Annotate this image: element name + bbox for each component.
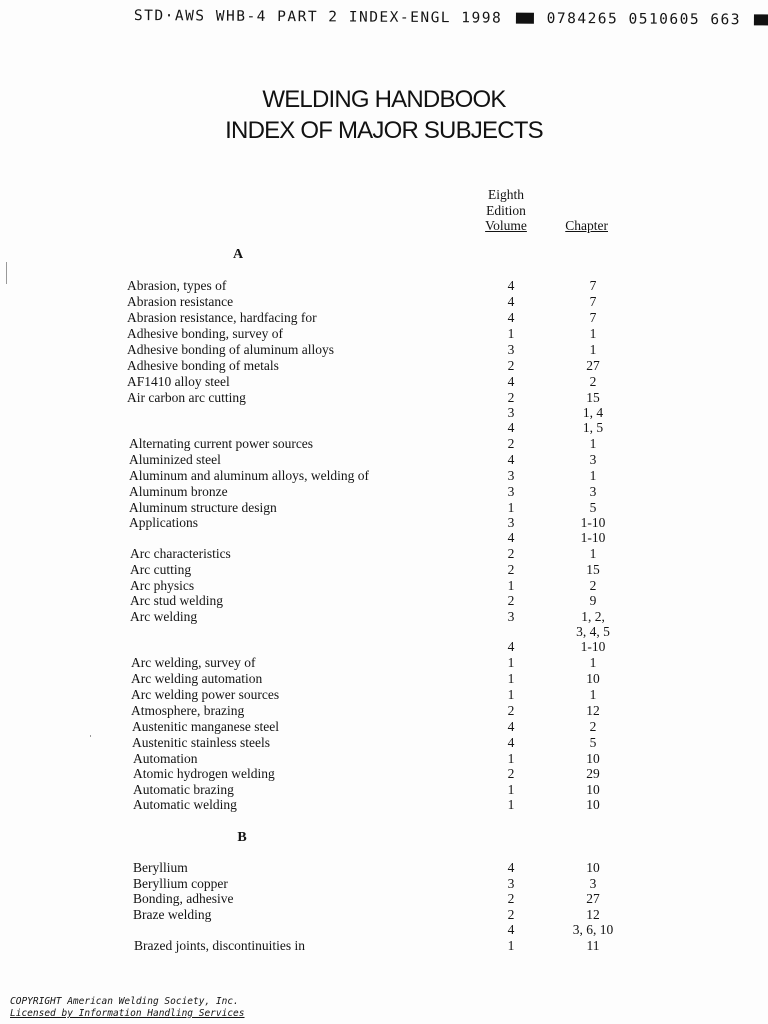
volume-number: 4 <box>507 278 515 293</box>
chapter-number: 27 <box>586 891 600 906</box>
volume-number: 3 <box>507 484 515 499</box>
index-row <box>0 436 768 452</box>
chapter-number: 5 <box>589 735 597 750</box>
volume-number: 4 <box>507 530 515 545</box>
subject-text: Aluminum bronze <box>129 484 228 499</box>
chapter-number: 1, 4 <box>582 405 604 420</box>
index-row <box>0 609 768 625</box>
subject-text: Austenitic manganese steel <box>132 719 279 734</box>
volume-header-line: Volume <box>485 218 527 233</box>
subject-text: Automation <box>133 751 198 766</box>
chapter-number: 5 <box>589 500 597 515</box>
chapter-number: 1, 2, <box>581 609 605 624</box>
index-row <box>0 546 768 562</box>
index-row <box>0 891 768 907</box>
volume-number: 2 <box>507 593 515 608</box>
volume-number: 1 <box>507 326 515 341</box>
chapter-number: 1 <box>589 326 597 341</box>
subject-text: AF1410 alloy steel <box>127 374 230 389</box>
index-row <box>0 342 768 358</box>
chapter-number: 7 <box>589 278 597 293</box>
license-line: Licensed by Information Handling Services <box>10 1008 245 1019</box>
index-row <box>0 751 768 767</box>
subject-text: Arc welding power sources <box>131 687 280 702</box>
chapter-number: 1-10 <box>580 639 606 654</box>
chapter-number: 1 <box>589 655 597 670</box>
index-row <box>0 766 768 782</box>
index-row <box>0 639 768 655</box>
section-letter: B <box>237 830 247 845</box>
index-row <box>0 358 768 374</box>
volume-number: 2 <box>507 907 515 922</box>
chapter-number: 1 <box>589 546 597 561</box>
index-row <box>0 593 768 609</box>
volume-number: 2 <box>507 390 515 405</box>
index-row <box>0 671 768 687</box>
chapter-number: 1 <box>589 687 597 702</box>
volume-number: 4 <box>507 735 515 750</box>
index-row <box>0 500 768 516</box>
index-row <box>0 782 768 798</box>
volume-number: 4 <box>507 294 515 309</box>
subject-text: Austenitic stainless steels <box>132 735 270 750</box>
redaction-bar <box>754 14 768 25</box>
copyright-footer <box>10 996 245 1020</box>
index-row <box>0 420 768 436</box>
chapter-number: 10 <box>586 671 600 686</box>
chapter-number: 11 <box>586 938 600 953</box>
page-subtitle: INDEX OF MAJOR SUBJECTS <box>225 117 543 144</box>
chapter-number: 12 <box>586 907 600 922</box>
index-row <box>0 876 768 892</box>
chapter-number: 1 <box>589 468 597 483</box>
subject-text: Aluminum structure design <box>129 500 277 515</box>
index-row <box>0 907 768 923</box>
volume-number: 2 <box>507 703 515 718</box>
index-row <box>0 719 768 735</box>
index-row <box>0 294 768 310</box>
volume-number: 3 <box>507 515 515 530</box>
volume-number: 1 <box>507 500 515 515</box>
volume-number: 4 <box>507 374 515 389</box>
volume-number: 2 <box>507 766 515 781</box>
subject-text: Arc welding <box>130 609 198 624</box>
subject-text: Automatic brazing <box>133 782 234 797</box>
subject-text: Abrasion resistance, hardfacing for <box>127 310 317 325</box>
chapter-number: 3 <box>589 876 597 891</box>
chapter-number: 3 <box>589 484 597 499</box>
subject-text: Adhesive bonding, survey of <box>127 326 283 341</box>
subject-text: Arc characteristics <box>130 546 231 561</box>
chapter-number: 1-10 <box>580 515 606 530</box>
page-title: WELDING HANDBOOK <box>262 86 506 113</box>
volume-column-header <box>476 187 536 234</box>
volume-number: 4 <box>507 310 515 325</box>
chapter-number: 10 <box>586 860 600 875</box>
subject-text: Aluminized steel <box>129 452 221 467</box>
volume-header-line: Eighth <box>488 187 524 202</box>
index-row <box>0 703 768 719</box>
chapter-number: 27 <box>586 358 600 373</box>
index-row <box>0 922 768 938</box>
subject-text: Adhesive bonding of aluminum alloys <box>127 342 334 357</box>
subject-text: Applications <box>129 515 198 530</box>
chapter-number: 1, 5 <box>582 420 604 435</box>
volume-number: 3 <box>507 405 515 420</box>
volume-number: 3 <box>507 342 515 357</box>
volume-number: 1 <box>507 655 515 670</box>
header-standard-id: STD·AWS WHB-4 PART 2 INDEX-ENGL 1998 <box>133 8 503 27</box>
chapter-number: 29 <box>586 766 600 781</box>
subject-text: Alternating current power sources <box>129 436 314 451</box>
index-row <box>0 578 768 594</box>
subject-text: Aluminum and aluminum alloys, welding of <box>129 468 369 483</box>
chapter-number: 2 <box>589 719 597 734</box>
chapter-number: 10 <box>586 797 600 812</box>
chapter-number: 1 <box>589 342 597 357</box>
volume-number: 4 <box>507 719 515 734</box>
subject-text: Abrasion resistance <box>127 294 234 309</box>
index-row <box>0 468 768 484</box>
chapter-number: 3, 4, 5 <box>576 624 610 639</box>
index-row <box>0 735 768 751</box>
chapter-number: 2 <box>589 578 597 593</box>
chapter-column-header: Chapter <box>565 218 608 233</box>
chapter-number: 7 <box>589 294 597 309</box>
chapter-number: 3, 6, 10 <box>572 922 614 937</box>
index-row <box>0 390 768 406</box>
subject-text: Automatic welding <box>133 797 237 812</box>
subject-text: Beryllium copper <box>133 876 228 891</box>
section-letter: A <box>232 247 244 262</box>
volume-number: 3 <box>507 468 515 483</box>
volume-number: 2 <box>507 436 515 451</box>
index-row <box>0 484 768 500</box>
index-row <box>0 452 768 468</box>
volume-number: 4 <box>507 639 515 654</box>
chapter-number: 1-10 <box>580 530 606 545</box>
index-row <box>0 374 768 390</box>
subject-text: Air carbon arc cutting <box>127 390 246 405</box>
subject-text: Arc welding, survey of <box>131 655 256 670</box>
subject-text: Bonding, adhesive <box>133 891 234 906</box>
subject-text: Brazed joints, discontinuities in <box>134 938 305 953</box>
chapter-number: 10 <box>586 782 600 797</box>
document-header <box>134 8 754 28</box>
chapter-number: 12 <box>586 703 600 718</box>
chapter-number: 7 <box>589 310 597 325</box>
chapter-number: 2 <box>589 374 597 389</box>
index-row <box>0 310 768 326</box>
volume-number: 1 <box>507 687 515 702</box>
subject-text: Arc welding automation <box>131 671 263 686</box>
subject-text: Arc physics <box>130 578 195 593</box>
index-row <box>0 562 768 578</box>
volume-number: 2 <box>507 891 515 906</box>
subject-text: Arc cutting <box>130 562 192 577</box>
chapter-number: 3 <box>589 452 597 467</box>
subject-text: Adhesive bonding of metals <box>127 358 279 373</box>
copyright-line: COPYRIGHT American Welding Society, Inc. <box>10 996 239 1007</box>
chapter-number: 9 <box>589 593 597 608</box>
subject-text: Atmosphere, brazing <box>131 703 245 718</box>
index-row <box>0 405 768 421</box>
chapter-number: 15 <box>586 562 600 577</box>
index-row <box>0 938 768 954</box>
index-row <box>0 655 768 671</box>
index-row <box>0 687 768 703</box>
volume-number: 1 <box>507 578 515 593</box>
volume-header-line: Edition <box>486 202 526 218</box>
volume-number: 1 <box>507 938 515 953</box>
index-row <box>0 326 768 342</box>
volume-number: 1 <box>507 751 515 766</box>
index-row <box>0 278 768 294</box>
chapter-number: 10 <box>586 751 600 766</box>
index-row <box>0 515 768 531</box>
volume-number: 4 <box>507 420 515 435</box>
volume-number: 2 <box>507 562 515 577</box>
subject-text: Atomic hydrogen welding <box>133 766 275 781</box>
volume-number: 2 <box>507 358 515 373</box>
volume-number: 2 <box>507 546 515 561</box>
volume-number: 4 <box>507 860 515 875</box>
volume-number: 4 <box>507 922 515 937</box>
index-row <box>0 624 768 640</box>
volume-number: 3 <box>507 609 515 624</box>
redaction-bar <box>515 13 533 24</box>
header-document-number: 0784265 0510605 663 <box>546 10 742 29</box>
index-row <box>0 530 768 546</box>
scan-speck <box>90 735 91 737</box>
chapter-number: 15 <box>586 390 600 405</box>
subject-text: Arc stud welding <box>130 593 223 608</box>
volume-number: 3 <box>507 876 515 891</box>
index-row <box>0 860 768 876</box>
volume-number: 1 <box>507 782 515 797</box>
volume-number: 4 <box>507 452 515 467</box>
subject-text: Abrasion, types of <box>127 278 227 293</box>
subject-text: Braze welding <box>133 907 212 922</box>
index-row <box>0 797 768 813</box>
chapter-number: 1 <box>589 436 597 451</box>
subject-text: Beryllium <box>133 860 188 875</box>
volume-number: 1 <box>507 671 515 686</box>
scan-speck <box>6 262 7 284</box>
volume-number: 1 <box>507 797 515 812</box>
